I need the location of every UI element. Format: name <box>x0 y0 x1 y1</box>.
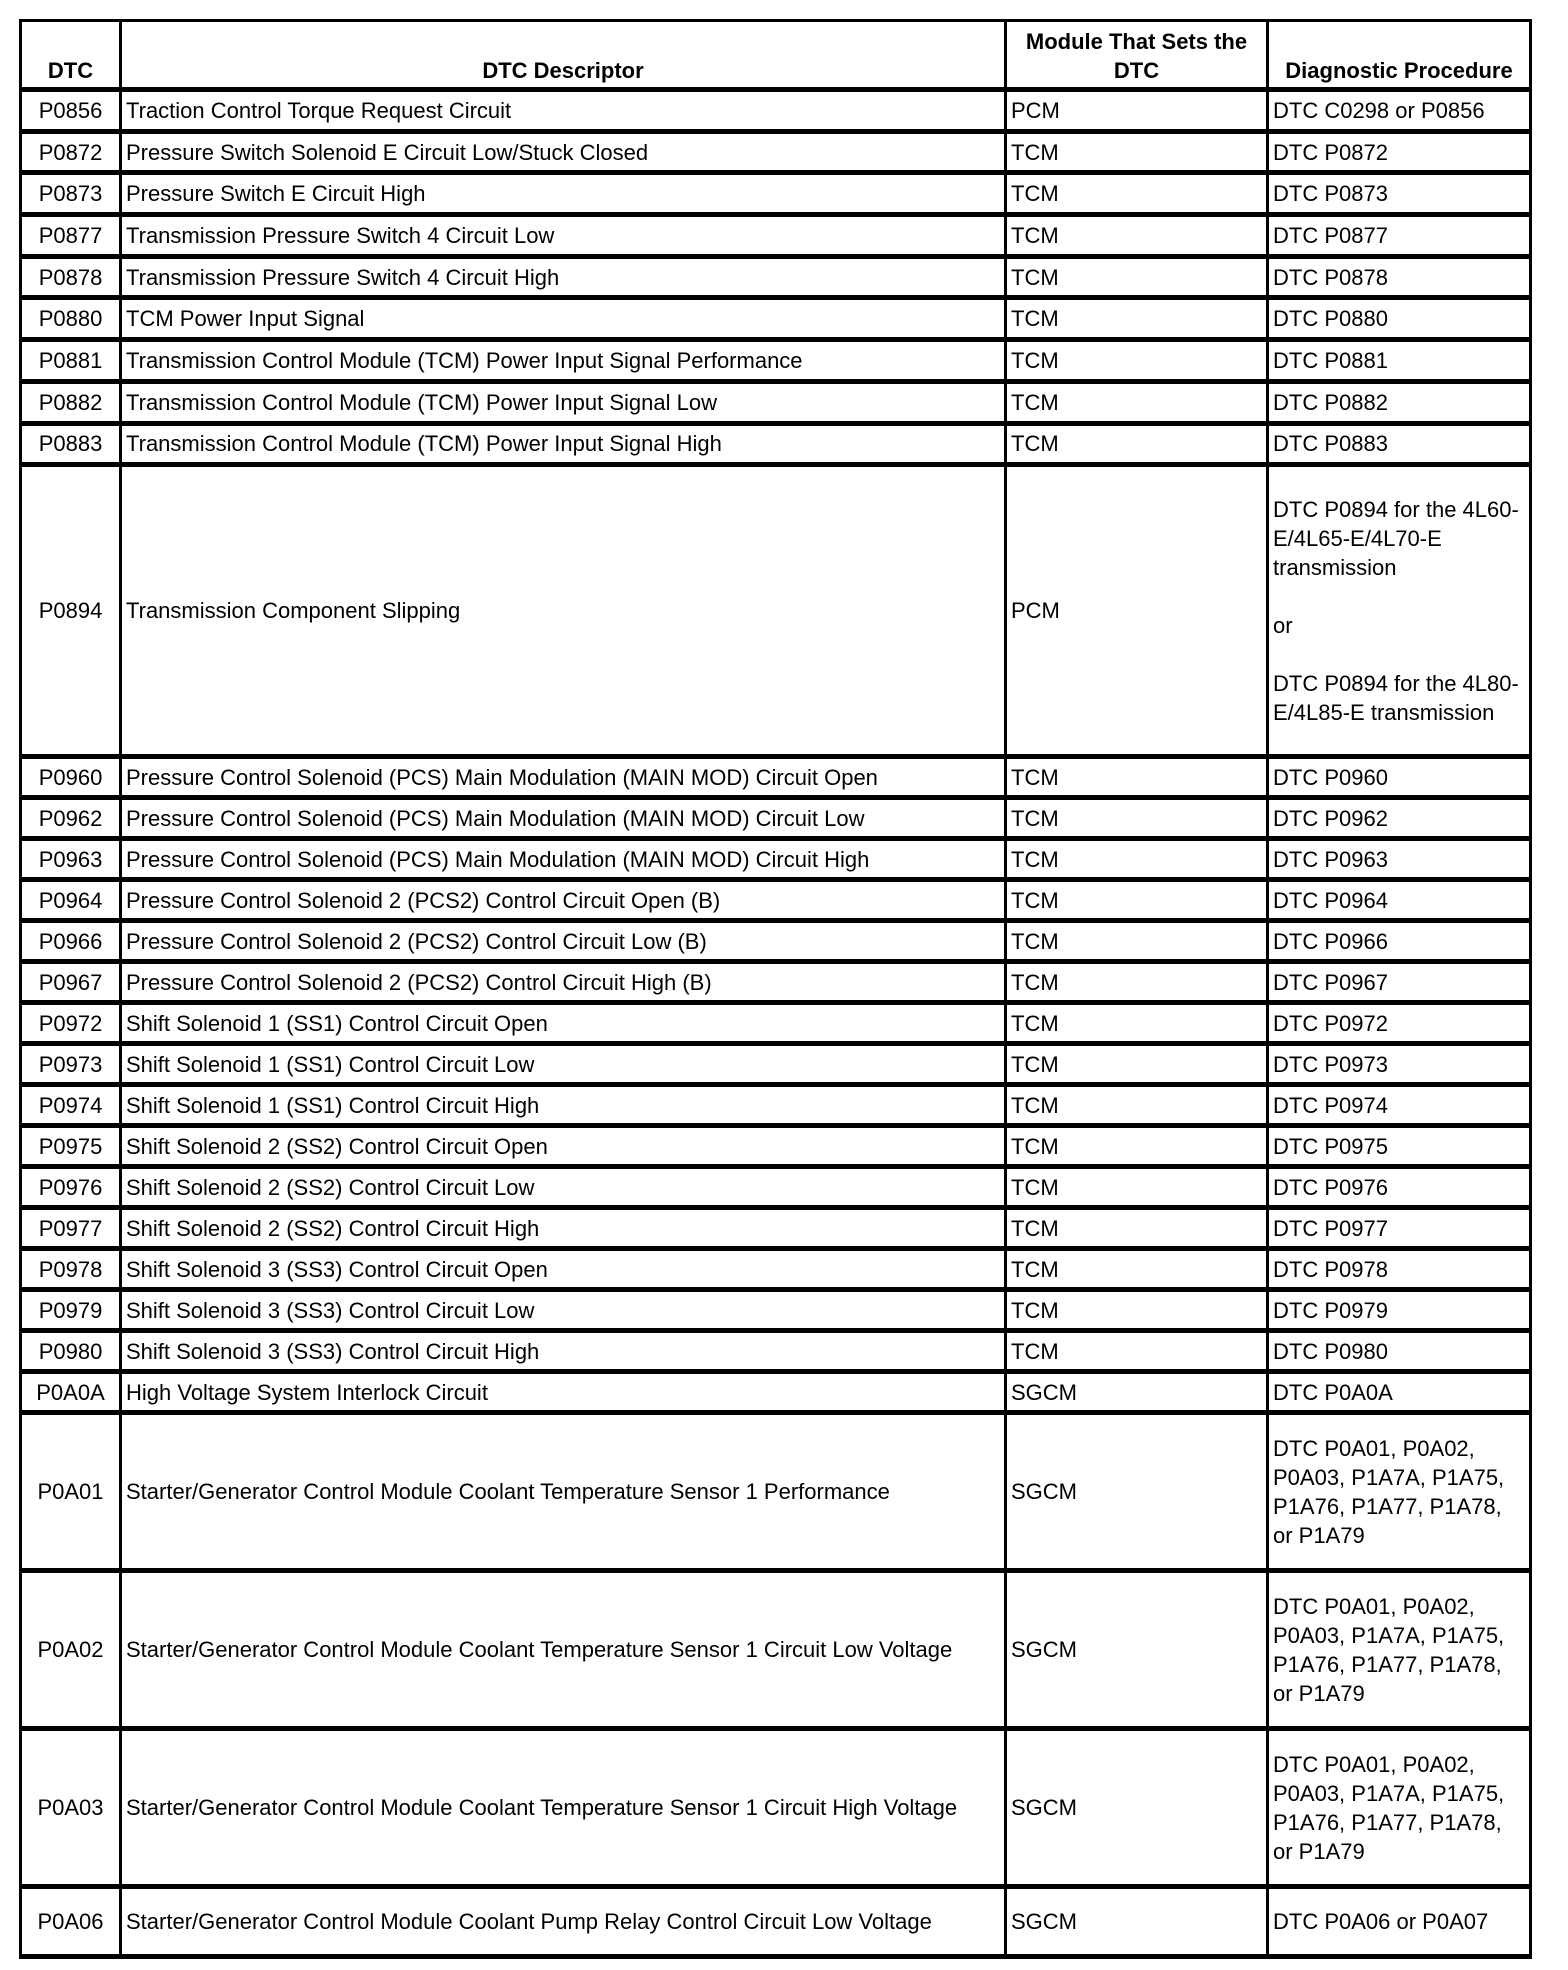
procedure-cell: DTC P0979 <box>1268 1290 1531 1331</box>
table-row <box>21 1126 1531 1167</box>
table-row <box>21 381 1531 423</box>
procedure-cell: DTC P0A06 or P0A07 <box>1268 1887 1531 1957</box>
procedure-cell: DTC P0A0A <box>1268 1372 1531 1413</box>
dtc-cell: P0A01 <box>21 1413 121 1571</box>
table-body <box>21 90 1531 1957</box>
module-cell: TCM <box>1006 921 1268 962</box>
descriptor-cell: Transmission Pressure Switch 4 Circuit High <box>121 256 1006 298</box>
dtc-cell: P0873 <box>21 173 121 215</box>
module-cell: TCM <box>1006 340 1268 382</box>
module-cell: SGCM <box>1006 1887 1268 1957</box>
procedure-cell: DTC P0881 <box>1268 340 1531 382</box>
descriptor-cell: Shift Solenoid 2 (SS2) Control Circuit Low <box>121 1167 1006 1208</box>
table-row <box>21 962 1531 1003</box>
dtc-cell: P0974 <box>21 1085 121 1126</box>
dtc-cell: P0979 <box>21 1290 121 1331</box>
table-row <box>21 757 1531 798</box>
descriptor-cell: TCM Power Input Signal <box>121 298 1006 340</box>
dtc-cell: P0880 <box>21 298 121 340</box>
table-row <box>21 1044 1531 1085</box>
descriptor-cell: Transmission Control Module (TCM) Power Input Signal High <box>121 423 1006 465</box>
module-cell: SGCM <box>1006 1413 1268 1571</box>
dtc-cell: P0882 <box>21 381 121 423</box>
table-row <box>21 1290 1531 1331</box>
descriptor-cell: Transmission Control Module (TCM) Power Input Signal Performance <box>121 340 1006 382</box>
table-row <box>21 798 1531 839</box>
descriptor-cell: Starter/Generator Control Module Coolant Temperature Sensor 1 Circuit High Voltage <box>121 1729 1006 1887</box>
descriptor-cell: Shift Solenoid 1 (SS1) Control Circuit High <box>121 1085 1006 1126</box>
descriptor-cell: Starter/Generator Control Module Coolant Temperature Sensor 1 Circuit Low Voltage <box>121 1571 1006 1729</box>
dtc-cell: P0A02 <box>21 1571 121 1729</box>
procedure-cell: DTC P0973 <box>1268 1044 1531 1085</box>
table-row <box>21 465 1531 757</box>
descriptor-cell: Shift Solenoid 3 (SS3) Control Circuit Low <box>121 1290 1006 1331</box>
table-header-row <box>21 21 1531 90</box>
table-row <box>21 1208 1531 1249</box>
procedure-cell: DTC P0894 for the 4L60-E/4L65-E/4L70-E transmission or DTC P0894 for the 4L80-E/4L85-E transmission <box>1268 465 1531 757</box>
procedure-cell: DTC P0877 <box>1268 215 1531 257</box>
dtc-cell: P0980 <box>21 1331 121 1372</box>
descriptor-cell: Shift Solenoid 3 (SS3) Control Circuit High <box>121 1331 1006 1372</box>
descriptor-cell: Shift Solenoid 2 (SS2) Control Circuit Open <box>121 1126 1006 1167</box>
dtc-cell: P0A0A <box>21 1372 121 1413</box>
procedure-cell: DTC P0975 <box>1268 1126 1531 1167</box>
descriptor-cell: Shift Solenoid 3 (SS3) Control Circuit Open <box>121 1249 1006 1290</box>
table-row <box>21 423 1531 465</box>
module-cell: PCM <box>1006 465 1268 757</box>
procedure-cell: DTC C0298 or P0856 <box>1268 90 1531 132</box>
dtc-cell: P0894 <box>21 465 121 757</box>
dtc-cell: P0877 <box>21 215 121 257</box>
module-cell: TCM <box>1006 298 1268 340</box>
procedure-cell: DTC P0964 <box>1268 880 1531 921</box>
procedure-cell: DTC P0A01, P0A02, P0A03, P1A7A, P1A75, P1A76, P1A77, P1A78, or P1A79 <box>1268 1413 1531 1571</box>
procedure-cell: DTC P0963 <box>1268 839 1531 880</box>
table-row <box>21 1372 1531 1413</box>
module-cell: TCM <box>1006 757 1268 798</box>
descriptor-cell: High Voltage System Interlock Circuit <box>121 1372 1006 1413</box>
procedure-cell: DTC P0A01, P0A02, P0A03, P1A7A, P1A75, P1A76, P1A77, P1A78, or P1A79 <box>1268 1571 1531 1729</box>
module-cell: TCM <box>1006 1290 1268 1331</box>
table-row <box>21 1085 1531 1126</box>
table-row <box>21 90 1531 132</box>
module-cell: TCM <box>1006 1167 1268 1208</box>
module-cell: TCM <box>1006 1003 1268 1044</box>
table-row <box>21 298 1531 340</box>
descriptor-cell: Transmission Control Module (TCM) Power Input Signal Low <box>121 381 1006 423</box>
header-dtc: DTC <box>21 21 121 90</box>
table-row <box>21 215 1531 257</box>
table-row <box>21 880 1531 921</box>
procedure-cell: DTC P0882 <box>1268 381 1531 423</box>
dtc-cell: P0975 <box>21 1126 121 1167</box>
procedure-cell: DTC P0960 <box>1268 757 1531 798</box>
table-row <box>21 1413 1531 1571</box>
module-cell: SGCM <box>1006 1729 1268 1887</box>
module-cell: TCM <box>1006 962 1268 1003</box>
module-cell: TCM <box>1006 381 1268 423</box>
table-row <box>21 1729 1531 1887</box>
descriptor-cell: Pressure Control Solenoid 2 (PCS2) Control Circuit Open (B) <box>121 880 1006 921</box>
table-row <box>21 131 1531 173</box>
module-cell: TCM <box>1006 1331 1268 1372</box>
dtc-cell: P0872 <box>21 131 121 173</box>
procedure-cell: DTC P0974 <box>1268 1085 1531 1126</box>
dtc-cell: P0963 <box>21 839 121 880</box>
procedure-cell: DTC P0966 <box>1268 921 1531 962</box>
procedure-cell: DTC P0872 <box>1268 131 1531 173</box>
dtc-cell: P0856 <box>21 90 121 132</box>
descriptor-cell: Shift Solenoid 1 (SS1) Control Circuit Open <box>121 1003 1006 1044</box>
dtc-cell: P0977 <box>21 1208 121 1249</box>
module-cell: TCM <box>1006 131 1268 173</box>
descriptor-cell: Pressure Control Solenoid (PCS) Main Modulation (MAIN MOD) Circuit Open <box>121 757 1006 798</box>
procedure-cell: DTC P0967 <box>1268 962 1531 1003</box>
dtc-cell: P0A06 <box>21 1887 121 1957</box>
dtc-cell: P0964 <box>21 880 121 921</box>
table-row <box>21 1331 1531 1372</box>
descriptor-cell: Pressure Control Solenoid 2 (PCS2) Control Circuit High (B) <box>121 962 1006 1003</box>
module-cell: TCM <box>1006 1044 1268 1085</box>
dtc-cell: P0967 <box>21 962 121 1003</box>
module-cell: TCM <box>1006 1126 1268 1167</box>
module-cell: SGCM <box>1006 1372 1268 1413</box>
module-cell: TCM <box>1006 880 1268 921</box>
module-cell: TCM <box>1006 1208 1268 1249</box>
procedure-cell: DTC P0976 <box>1268 1167 1531 1208</box>
module-cell: TCM <box>1006 215 1268 257</box>
table-row <box>21 1167 1531 1208</box>
module-cell: PCM <box>1006 90 1268 132</box>
procedure-cell: DTC P0962 <box>1268 798 1531 839</box>
module-cell: TCM <box>1006 173 1268 215</box>
header-module: Module That Sets the DTC <box>1006 21 1268 90</box>
procedure-cell: DTC P0873 <box>1268 173 1531 215</box>
table-row <box>21 921 1531 962</box>
module-cell: TCM <box>1006 798 1268 839</box>
dtc-cell: P0883 <box>21 423 121 465</box>
dtc-cell: P0962 <box>21 798 121 839</box>
module-cell: TCM <box>1006 423 1268 465</box>
header-descriptor: DTC Descriptor <box>121 21 1006 90</box>
table-row <box>21 839 1531 880</box>
procedure-cell: DTC P0A01, P0A02, P0A03, P1A7A, P1A75, P1A76, P1A77, P1A78, or P1A79 <box>1268 1729 1531 1887</box>
dtc-cell: P0881 <box>21 340 121 382</box>
procedure-cell: DTC P0977 <box>1268 1208 1531 1249</box>
dtc-table <box>19 19 1532 1959</box>
descriptor-cell: Shift Solenoid 1 (SS1) Control Circuit Low <box>121 1044 1006 1085</box>
dtc-cell: P0978 <box>21 1249 121 1290</box>
descriptor-cell: Starter/Generator Control Module Coolant Temperature Sensor 1 Performance <box>121 1413 1006 1571</box>
table-row <box>21 256 1531 298</box>
procedure-cell: DTC P0978 <box>1268 1249 1531 1290</box>
dtc-cell: P0976 <box>21 1167 121 1208</box>
descriptor-cell: Transmission Pressure Switch 4 Circuit Low <box>121 215 1006 257</box>
procedure-cell: DTC P0880 <box>1268 298 1531 340</box>
descriptor-cell: Pressure Switch Solenoid E Circuit Low/Stuck Closed <box>121 131 1006 173</box>
dtc-cell: P0960 <box>21 757 121 798</box>
dtc-cell: P0A03 <box>21 1729 121 1887</box>
table-row <box>21 1249 1531 1290</box>
dtc-cell: P0966 <box>21 921 121 962</box>
table-row <box>21 1571 1531 1729</box>
dtc-cell: P0972 <box>21 1003 121 1044</box>
table-row <box>21 340 1531 382</box>
module-cell: SGCM <box>1006 1571 1268 1729</box>
table-row <box>21 1003 1531 1044</box>
dtc-cell: P0973 <box>21 1044 121 1085</box>
module-cell: TCM <box>1006 1085 1268 1126</box>
descriptor-cell: Pressure Control Solenoid 2 (PCS2) Control Circuit Low (B) <box>121 921 1006 962</box>
descriptor-cell: Pressure Control Solenoid (PCS) Main Modulation (MAIN MOD) Circuit Low <box>121 798 1006 839</box>
procedure-cell: DTC P0878 <box>1268 256 1531 298</box>
procedure-cell: DTC P0980 <box>1268 1331 1531 1372</box>
table-row <box>21 1887 1531 1957</box>
descriptor-cell: Starter/Generator Control Module Coolant Pump Relay Control Circuit Low Voltage <box>121 1887 1006 1957</box>
procedure-cell: DTC P0972 <box>1268 1003 1531 1044</box>
procedure-cell: DTC P0883 <box>1268 423 1531 465</box>
module-cell: TCM <box>1006 1249 1268 1290</box>
descriptor-cell: Traction Control Torque Request Circuit <box>121 90 1006 132</box>
header-procedure: Diagnostic Procedure <box>1268 21 1531 90</box>
dtc-cell: P0878 <box>21 256 121 298</box>
descriptor-cell: Transmission Component Slipping <box>121 465 1006 757</box>
descriptor-cell: Pressure Control Solenoid (PCS) Main Modulation (MAIN MOD) Circuit High <box>121 839 1006 880</box>
table-row <box>21 173 1531 215</box>
descriptor-cell: Pressure Switch E Circuit High <box>121 173 1006 215</box>
descriptor-cell: Shift Solenoid 2 (SS2) Control Circuit High <box>121 1208 1006 1249</box>
module-cell: TCM <box>1006 256 1268 298</box>
module-cell: TCM <box>1006 839 1268 880</box>
